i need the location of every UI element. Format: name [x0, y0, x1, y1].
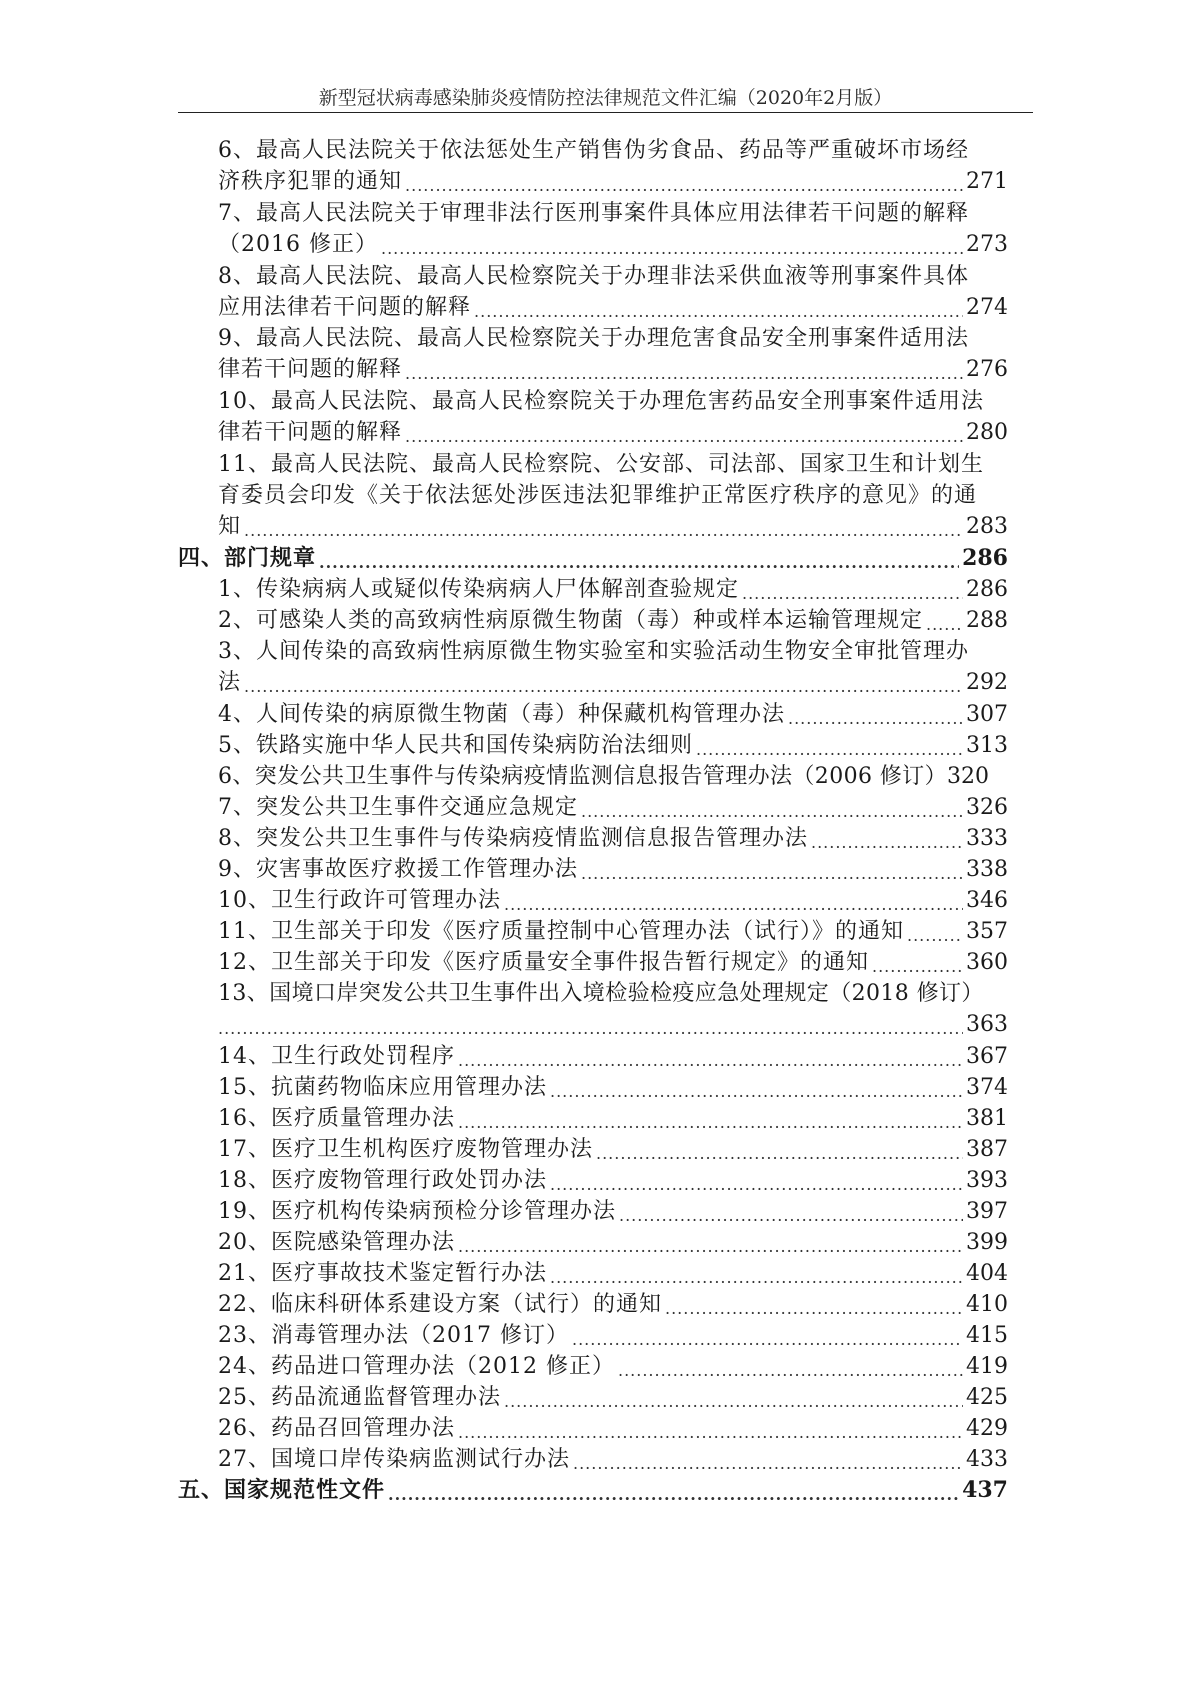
- toc-entry-title: 27、国境口岸传染病监测试行办法: [218, 1447, 570, 1472]
- dot-leader: [696, 739, 963, 761]
- toc-entry-title: 律若干问题的解释: [218, 357, 403, 382]
- dot-leader: [458, 1422, 963, 1444]
- running-header: 新型冠状病毒感染肺炎疫情防控法律规范文件汇编（2020年2月版）: [318, 87, 893, 109]
- toc-entry-title: 17、医疗卫生机构医疗废物管理办法: [218, 1137, 593, 1162]
- toc-section[interactable]: [178, 543, 1008, 574]
- toc-page-number: 415: [966, 1323, 1008, 1348]
- toc-entry[interactable]: [218, 792, 1008, 823]
- toc-page-number: 381: [966, 1106, 1008, 1131]
- toc-entry[interactable]: [218, 417, 1008, 448]
- toc-page-number: 374: [966, 1075, 1008, 1100]
- dot-leader: [504, 1391, 963, 1413]
- toc-entry-title: 25、药品流通监督管理办法: [218, 1385, 501, 1410]
- toc-entry-title: 20、医院感染管理办法: [218, 1230, 455, 1255]
- toc-entry[interactable]: [218, 1289, 1008, 1320]
- toc-page-number: 419: [966, 1354, 1008, 1379]
- toc-entry-title: 7、突发公共卫生事件交通应急规定: [218, 795, 578, 820]
- toc-page-number: 393: [966, 1168, 1008, 1193]
- toc-section[interactable]: [178, 1475, 1008, 1506]
- toc-entry[interactable]: [218, 885, 1008, 916]
- dot-leader: [742, 583, 963, 605]
- dot-leader: [550, 1174, 963, 1196]
- toc-entry-text-line1: 13、国境口岸突发公共卫生事件出入境检验检疫应急处理规定（2018 修订）: [218, 981, 984, 1006]
- toc-entry[interactable]: [218, 823, 1008, 854]
- toc-entry[interactable]: [218, 1444, 1008, 1475]
- toc-page-number: 274: [966, 295, 1008, 320]
- toc-entry-title: 1、传染病病人或疑似传染病病人尸体解剖查验规定: [218, 577, 739, 602]
- toc-entry[interactable]: [218, 699, 1008, 730]
- toc-page-number: 399: [966, 1230, 1008, 1255]
- toc-page-number: 425: [966, 1385, 1008, 1410]
- toc-entry-title: 8、突发公共卫生事件与传染病疫情监测信息报告管理办法: [218, 826, 808, 851]
- toc-entry-title: 5、铁路实施中华人民共和国传染病防治法细则: [218, 733, 693, 758]
- toc-entry[interactable]: [218, 1103, 1008, 1134]
- toc-entry[interactable]: [218, 1196, 1008, 1227]
- toc-entry-title: 4、人间传染的病原微生物菌（毒）种保藏机构管理办法: [218, 702, 785, 727]
- toc-entry[interactable]: [218, 292, 1008, 323]
- dot-leader: [572, 1329, 963, 1351]
- dot-leader: [550, 1081, 963, 1103]
- dot-leader: [504, 894, 963, 916]
- toc-entry-title: 济秩序犯罪的通知: [218, 169, 403, 194]
- dot-leader: [907, 925, 963, 947]
- toc-entry-text-line1: 6、最高人民法院关于依法惩处生产销售伪劣食品、药品等严重破坏市场经: [218, 138, 969, 163]
- dot-leader: [458, 1050, 963, 1072]
- toc-page-number: 360: [966, 950, 1008, 975]
- toc-entry-title: 应用法律若干问题的解释: [218, 295, 472, 320]
- toc-entry[interactable]: [218, 761, 1028, 792]
- dot-leader: [573, 1453, 963, 1475]
- toc-page-number: 273: [966, 232, 1008, 257]
- toc-entry-title: 24、药品进口管理办法（2012 修正）: [218, 1354, 615, 1379]
- toc-entry-text-line2: 育委员会印发《关于依法惩处涉医违法犯罪维护正常医疗秩序的意见》的通: [218, 483, 978, 508]
- dot-leader: [319, 552, 959, 574]
- dot-leader: [405, 363, 963, 385]
- dot-leader: [872, 956, 963, 978]
- toc-section-title: 四、部门规章: [178, 545, 317, 571]
- toc-page-number: 338: [966, 857, 1008, 882]
- toc-entry-text-line1: 7、最高人民法院关于审理非法行医刑事案件具体应用法律若干问题的解释: [218, 201, 969, 226]
- toc-page-number: 410: [966, 1292, 1008, 1317]
- toc-entry-title: 22、临床科研体系建设方案（试行）的通知: [218, 1292, 662, 1317]
- toc-page-number: 288: [966, 608, 1008, 633]
- toc-entry[interactable]: [218, 229, 1008, 260]
- toc-entry-text-line1: 8、最高人民法院、最高人民检察院关于办理非法采供血液等刑事案件具体: [218, 264, 969, 289]
- dot-leader: [218, 1018, 963, 1040]
- toc-page-number: 397: [966, 1199, 1008, 1224]
- toc-entry[interactable]: [218, 854, 1008, 885]
- dot-leader: [550, 1267, 963, 1289]
- toc-entry[interactable]: [218, 1134, 1008, 1165]
- toc-entry[interactable]: [218, 1009, 1008, 1040]
- dot-leader: [405, 426, 963, 448]
- dot-leader: [388, 1484, 959, 1506]
- toc-entry[interactable]: [218, 1165, 1008, 1196]
- toc-entry-title: 12、卫生部关于印发《医疗质量安全事件报告暂行规定》的通知: [218, 950, 869, 975]
- toc-page-number: 283: [966, 514, 1008, 539]
- toc-entry-title: 15、抗菌药物临床应用管理办法: [218, 1075, 547, 1100]
- toc-entry-title: 9、灾害事故医疗救援工作管理办法: [218, 857, 578, 882]
- toc-entry[interactable]: [218, 1041, 1008, 1072]
- toc-entry[interactable]: [218, 1351, 1008, 1382]
- dot-leader: [405, 175, 963, 197]
- toc-section-title: 五、国家规范性文件: [178, 1477, 386, 1503]
- toc-page-number: 307: [966, 702, 1008, 727]
- toc-page-number: 433: [966, 1447, 1008, 1472]
- toc-entry-text-line1: 11、最高人民法院、最高人民检察院、公安部、司法部、国家卫生和计划生: [218, 452, 984, 477]
- dot-leader: [926, 614, 963, 636]
- toc-page-number: 333: [966, 826, 1008, 851]
- toc-entry[interactable]: [218, 574, 1008, 605]
- toc-entry[interactable]: [218, 667, 1008, 698]
- toc-entry[interactable]: [218, 605, 1008, 636]
- toc-entry-title: 23、消毒管理办法（2017 修订）: [218, 1323, 569, 1348]
- toc-entry[interactable]: [218, 511, 1008, 542]
- toc-entry[interactable]: [218, 354, 1008, 385]
- toc-entry[interactable]: [218, 1258, 1008, 1289]
- toc-entry[interactable]: [218, 1072, 1008, 1103]
- toc-entry-title: 法: [218, 670, 242, 695]
- toc-page-number: 276: [966, 357, 1008, 382]
- toc-entry-title: 律若干问题的解释: [218, 420, 403, 445]
- toc-entry-title: 11、卫生部关于印发《医疗质量控制中心管理办法（试行）》的通知: [218, 919, 904, 944]
- toc-page-number: 271: [966, 169, 1008, 194]
- toc-page-number: 286: [966, 577, 1008, 602]
- toc-entry[interactable]: [218, 1382, 1008, 1413]
- dot-leader: [788, 708, 963, 730]
- dot-leader: [474, 301, 963, 323]
- toc-entry[interactable]: [218, 1320, 1008, 1351]
- toc-entry-title: 2、可感染人类的高致病性病原微生物菌（毒）种或样本运输管理规定: [218, 608, 923, 633]
- toc-entry[interactable]: [218, 1227, 1008, 1258]
- toc-page-number: 346: [966, 888, 1008, 913]
- dot-leader: [458, 1236, 963, 1258]
- toc-page-number: 367: [966, 1044, 1008, 1069]
- toc-entry-title: 19、医疗机构传染病预检分诊管理办法: [218, 1199, 616, 1224]
- toc-entry-text-line1: 10、最高人民法院、最高人民检察院关于办理危害药品安全刑事案件适用法: [218, 389, 984, 414]
- toc-page-number: 292: [966, 670, 1008, 695]
- toc-entry-title: 26、药品召回管理办法: [218, 1416, 455, 1441]
- toc-page-number: 363: [966, 1012, 1008, 1037]
- toc-page-number: 437: [962, 1477, 1008, 1503]
- dot-leader: [618, 1360, 963, 1382]
- toc-entry[interactable]: [218, 916, 1008, 947]
- toc-page-number: 326: [966, 795, 1008, 820]
- toc-page-number: 280: [966, 420, 1008, 445]
- dot-leader: [244, 520, 963, 542]
- toc-entry[interactable]: [218, 947, 1008, 978]
- dot-leader: [665, 1298, 963, 1320]
- toc-entry-text-line1: 3、人间传染的高致病性病原微生物实验室和实验活动生物安全审批管理办: [218, 639, 969, 664]
- toc-entry[interactable]: [218, 730, 1008, 761]
- dot-leader: [581, 801, 963, 823]
- toc-page-number: 313: [966, 733, 1008, 758]
- toc-page-number: 387: [966, 1137, 1008, 1162]
- toc-entry-title: 10、卫生行政许可管理办法: [218, 888, 501, 913]
- toc-entry-text-line1: 9、最高人民法院、最高人民检察院关于办理危害食品安全刑事案件适用法: [218, 326, 969, 351]
- toc-entry[interactable]: [218, 166, 1008, 197]
- toc-page-number: 404: [966, 1261, 1008, 1286]
- toc-entry-title: （2016 修正）: [218, 232, 378, 257]
- toc-entry-title: 16、医疗质量管理办法: [218, 1106, 455, 1131]
- dot-leader: [581, 863, 963, 885]
- dot-leader: [596, 1143, 963, 1165]
- dot-leader: [458, 1112, 963, 1134]
- toc-entry-title: 18、医疗废物管理行政处罚办法: [218, 1168, 547, 1193]
- toc-page-number: 320: [946, 764, 989, 789]
- dot-leader: [619, 1205, 963, 1227]
- toc-page-number: 286: [962, 545, 1008, 571]
- toc-page-number: 357: [966, 919, 1008, 944]
- dot-leader: [811, 832, 963, 854]
- dot-leader: [381, 238, 963, 260]
- dot-leader: [244, 676, 963, 698]
- toc-entry-title: 14、卫生行政处罚程序: [218, 1044, 455, 1069]
- toc-entry-title: 21、医疗事故技术鉴定暂行办法: [218, 1261, 547, 1286]
- toc-page-number: 429: [966, 1416, 1008, 1441]
- toc-entry-title: 6、突发公共卫生事件与传染病疫情监测信息报告管理办法（2006 修订）: [218, 764, 947, 789]
- toc-entry[interactable]: [218, 1413, 1008, 1444]
- toc-entry-title: 知: [218, 514, 242, 539]
